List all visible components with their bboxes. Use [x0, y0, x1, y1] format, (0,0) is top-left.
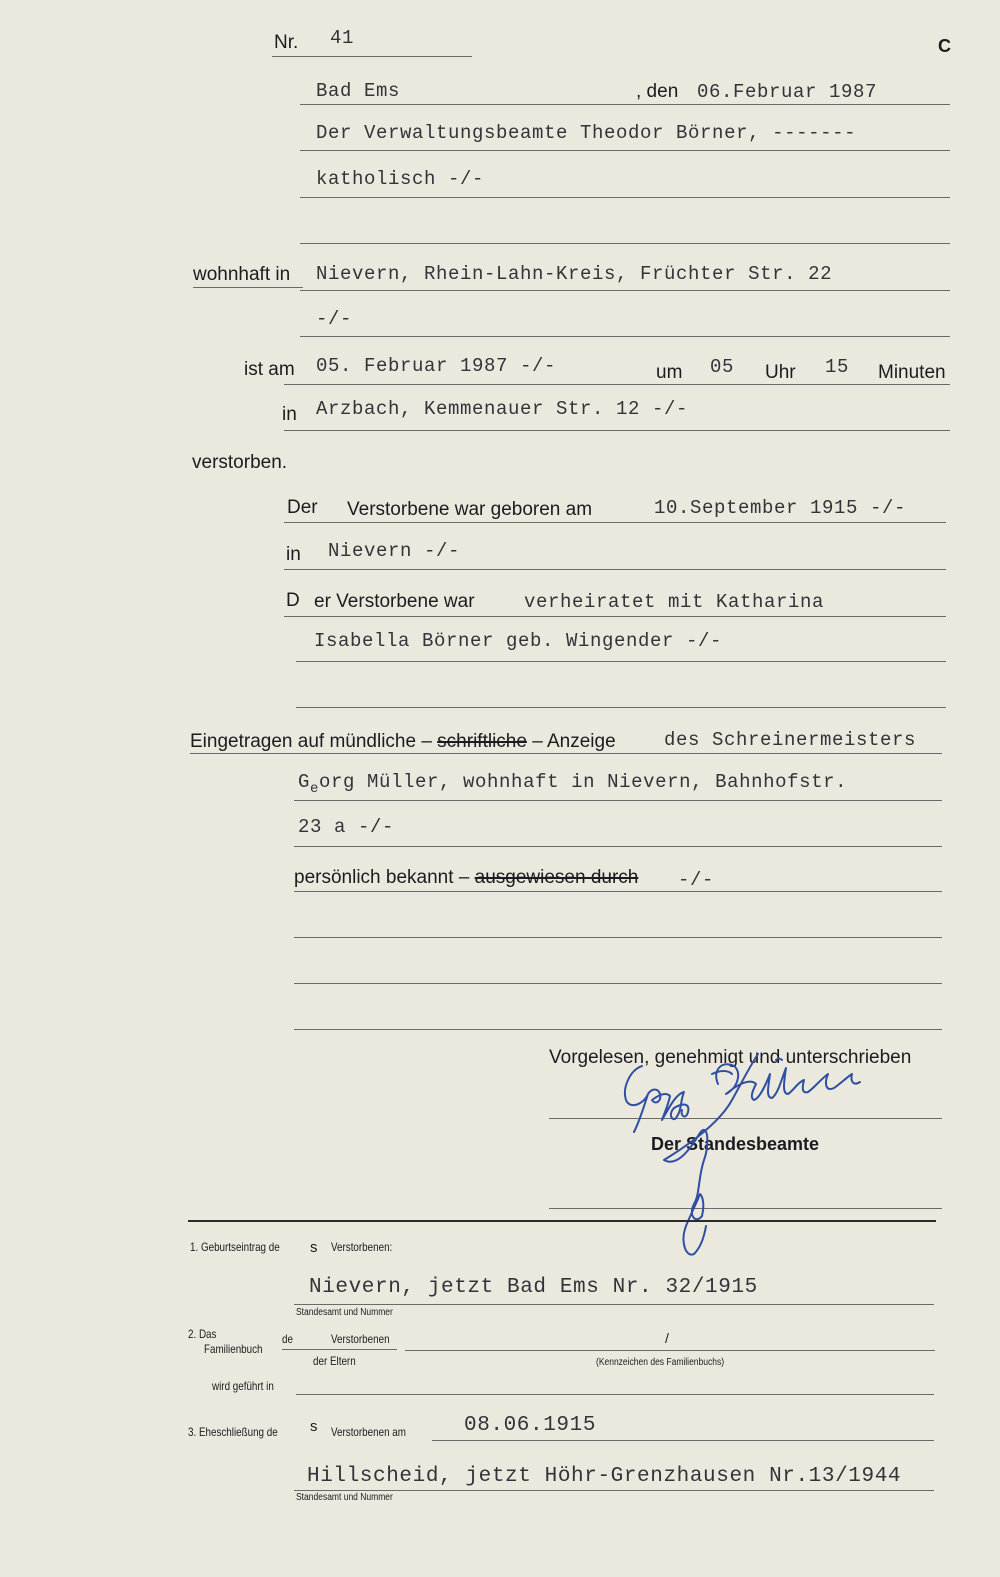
- item2-eltern: der Eltern: [313, 1354, 356, 1368]
- informant-line-2-a: G: [298, 771, 311, 793]
- informant-rule-3: [294, 846, 942, 847]
- read-approved-label: Vorgelesen, genehmigt und unterschrieben: [549, 1047, 912, 1068]
- signature-rule: [549, 1118, 942, 1119]
- item3-s: s: [310, 1418, 318, 1435]
- declarant-rule-2: [300, 197, 950, 198]
- residence-rule-1: [300, 290, 950, 291]
- item1-label-a: 1. Geburtseintrag de: [190, 1240, 280, 1254]
- item3-label-b: Verstorbenen am: [331, 1425, 406, 1439]
- minuten-label: Minuten: [878, 362, 946, 383]
- item3-label-a: 3. Eheschließung de: [188, 1425, 278, 1439]
- known-label: [294, 867, 638, 889]
- um-label: um: [656, 362, 683, 383]
- registration-label: [190, 731, 616, 753]
- nr-line: [272, 56, 472, 57]
- item2-verstorbenen: Verstorbenen: [331, 1332, 390, 1346]
- item2-rule: [405, 1350, 935, 1351]
- den-label: , den: [636, 81, 679, 102]
- footer-separator: [188, 1220, 936, 1222]
- der-label: Der: [287, 497, 318, 518]
- residence-label: wohnhaft in: [193, 264, 291, 285]
- birth-label: Verstorbene war geboren am: [347, 499, 593, 520]
- death-date: 05. Februar 1987 -/-: [316, 355, 557, 377]
- marital-label: er Verstorbene war: [314, 591, 475, 612]
- informant-line-2-b: org Müller, wohnhaft in Nievern, Bahnhofstr.: [319, 771, 848, 793]
- item2-slash: /: [665, 1330, 669, 1346]
- birth-place: Nievern -/-: [328, 540, 461, 562]
- declarant-line-2: katholisch -/-: [316, 168, 485, 190]
- marital-rule-2: [296, 661, 946, 662]
- item2-wird: wird geführt in: [212, 1379, 274, 1393]
- verstorben-label: verstorben.: [192, 452, 288, 473]
- item2-num: 2. Das: [188, 1327, 217, 1341]
- informant-rule-1: [660, 753, 942, 754]
- item3-date: 08.06.1915: [464, 1414, 597, 1437]
- item2-de: de: [282, 1332, 293, 1346]
- item2-label: Familienbuch: [204, 1342, 263, 1356]
- place: Bad Ems: [316, 80, 401, 102]
- death-minute: 15: [825, 356, 850, 378]
- item3-rule: [294, 1490, 934, 1491]
- marital-line-1: verheiratet mit Katharina: [524, 591, 825, 613]
- blank-rule-1: [294, 937, 942, 938]
- informant-line-2-sub: e: [310, 780, 320, 797]
- death-place: Arzbach, Kemmenauer Str. 12 -/-: [316, 398, 689, 420]
- official-rule: [549, 1208, 942, 1209]
- item1-rule: [294, 1304, 934, 1305]
- registration-label-struck: schriftliche: [437, 731, 527, 752]
- residence-label-underline: [193, 287, 303, 288]
- known-rule: [294, 891, 942, 892]
- d-label: D: [286, 590, 300, 611]
- handwritten-signature: [600, 1048, 900, 1273]
- marital-rule-1: [284, 616, 946, 617]
- item2-divider: [282, 1349, 397, 1350]
- item3-date-rule: [432, 1440, 934, 1441]
- declarant-rule-1: [300, 150, 950, 151]
- nr-label: Nr.: [274, 32, 299, 53]
- death-in-label: in: [282, 404, 297, 425]
- uhr-label: Uhr: [765, 362, 796, 383]
- item1-sublabel: Standesamt und Nummer: [296, 1307, 393, 1318]
- place-date-line: [300, 104, 950, 105]
- residence-line-2: -/-: [316, 308, 353, 330]
- blank-rule-2: [294, 983, 942, 984]
- item3-sublabel: Standesamt und Nummer: [296, 1492, 393, 1503]
- birth-date-rule: [284, 522, 946, 523]
- residence-line-1: Nievern, Rhein-Lahn-Kreis, Früchter Str. 22: [316, 263, 833, 285]
- known-label-struck: ausgewiesen durch: [474, 867, 639, 888]
- known-value: -/-: [678, 869, 715, 891]
- item1-value: Nievern, jetzt Bad Ems Nr. 32/1915: [309, 1276, 758, 1299]
- registration-label-part1: Eingetragen auf mündliche –: [190, 731, 432, 752]
- known-label-text: persönlich bekannt –: [294, 867, 470, 888]
- item1-label-b: Verstorbenen:: [331, 1240, 393, 1254]
- death-place-rule: [284, 430, 950, 431]
- birth-place-rule: [284, 569, 946, 570]
- birth-date: 10.September 1915 -/-: [654, 497, 907, 519]
- official-label: Der Standesbeamte: [651, 1134, 820, 1154]
- registration-label-part2: – Anzeige: [532, 731, 616, 752]
- informant-line-2: [298, 771, 847, 797]
- declarant-line-1: Der Verwaltungsbeamte Theodor Börner, -------: [316, 122, 857, 144]
- item1-s: s: [310, 1239, 318, 1256]
- declarant-rule-3: [300, 243, 950, 244]
- item2-kennzeichen: (Kennzeichen des Familienbuchs): [596, 1357, 725, 1368]
- marital-rule-3: [296, 707, 946, 708]
- death-date-rule: [284, 384, 950, 385]
- registration-label-underline: [190, 753, 660, 754]
- date: 06.Februar 1987: [697, 81, 878, 103]
- ist-am-label: ist am: [244, 359, 295, 380]
- corner-letter: C: [938, 36, 951, 56]
- item2-wird-rule: [296, 1394, 934, 1395]
- blank-rule-3: [294, 1029, 942, 1030]
- marital-line-2: Isabella Börner geb. Wingender -/-: [314, 630, 723, 652]
- residence-rule-2: [300, 336, 950, 337]
- birth-in-label: in: [286, 544, 301, 565]
- informant-line-3: 23 a -/-: [298, 816, 395, 838]
- nr-value: 41: [330, 27, 355, 49]
- item3-value: Hillscheid, jetzt Höhr-Grenzhausen Nr.13/1944: [307, 1465, 902, 1488]
- informant-rule-2: [294, 800, 942, 801]
- death-hour: 05: [710, 356, 735, 378]
- informant-line-1: des Schreinermeisters: [664, 729, 917, 751]
